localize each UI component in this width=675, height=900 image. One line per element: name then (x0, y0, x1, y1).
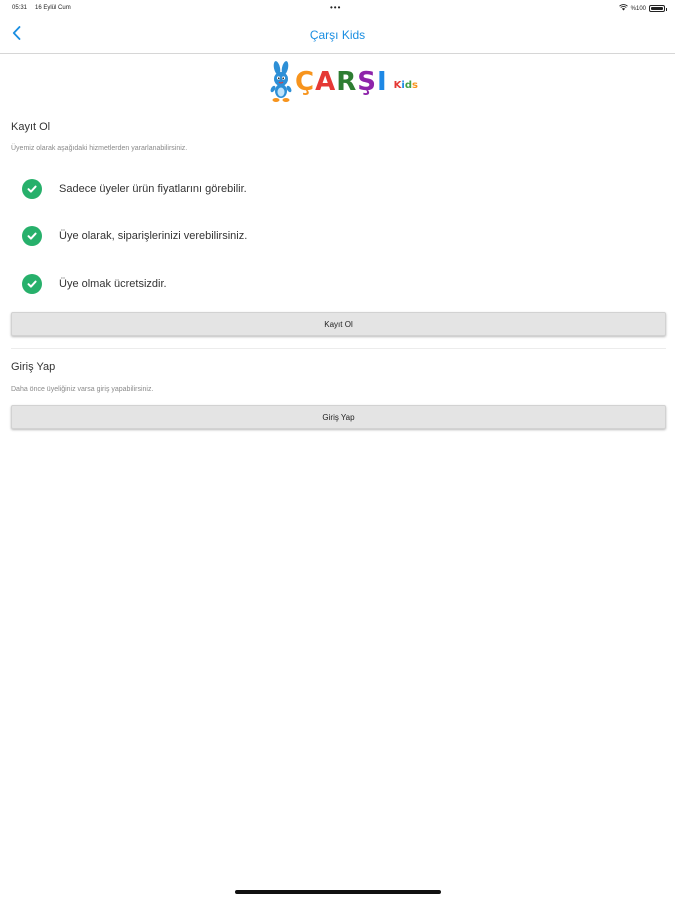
wifi-icon (619, 4, 628, 13)
status-right (619, 4, 665, 13)
logo-letter-a: A (315, 67, 337, 97)
register-button[interactable]: Kayıt Ol (11, 312, 666, 336)
benefit-text: Üye olmak ücretsizdir. (59, 278, 167, 290)
carsi-kids-logo (268, 60, 418, 104)
login-title: Giriş Yap (11, 361, 56, 373)
bunny-mascot-icon (268, 61, 294, 103)
logo-letter-r: R (336, 67, 358, 97)
benefit-item (22, 179, 247, 199)
status-left (12, 5, 71, 11)
check-circle-icon (22, 274, 42, 294)
logo-letter-c: Ç (295, 67, 316, 97)
check-circle-icon (22, 226, 42, 246)
login-button[interactable]: Giriş Yap (11, 405, 666, 429)
benefit-item (22, 274, 167, 294)
status-date: 16 Eylül Cum (35, 5, 71, 11)
battery-icon (649, 5, 665, 12)
benefit-text: Sadece üyeler ürün fiyatlarını görebilir. (59, 183, 247, 195)
register-title: Kayıt Ol (11, 121, 51, 133)
register-subtitle: Üyemiz olarak aşağıdaki hizmetlerden yararlanabilirsiniz. (11, 145, 188, 152)
battery-percent: %100 (630, 5, 646, 12)
logo-letter-i: I (376, 67, 388, 97)
page-title: Çarşı Kids (309, 28, 366, 42)
benefit-text: Üye olarak, siparişlerinizi verebilirsiniz. (59, 230, 248, 242)
navigation-bar (0, 18, 675, 54)
status-time: 05:31 (12, 5, 28, 11)
logo-kids: Kids (393, 79, 418, 91)
logo-wordmark (295, 67, 388, 97)
section-divider (11, 348, 666, 349)
status-bar (0, 0, 675, 18)
login-subtitle: Daha önce üyeliğiniz varsa giriş yapabilirsiniz. (11, 386, 154, 393)
multitasking-dots[interactable]: ••• (330, 3, 342, 12)
benefit-item (22, 226, 247, 246)
home-indicator[interactable] (235, 890, 441, 894)
logo-letter-s: Ş (357, 67, 377, 97)
check-circle-icon (22, 179, 42, 199)
